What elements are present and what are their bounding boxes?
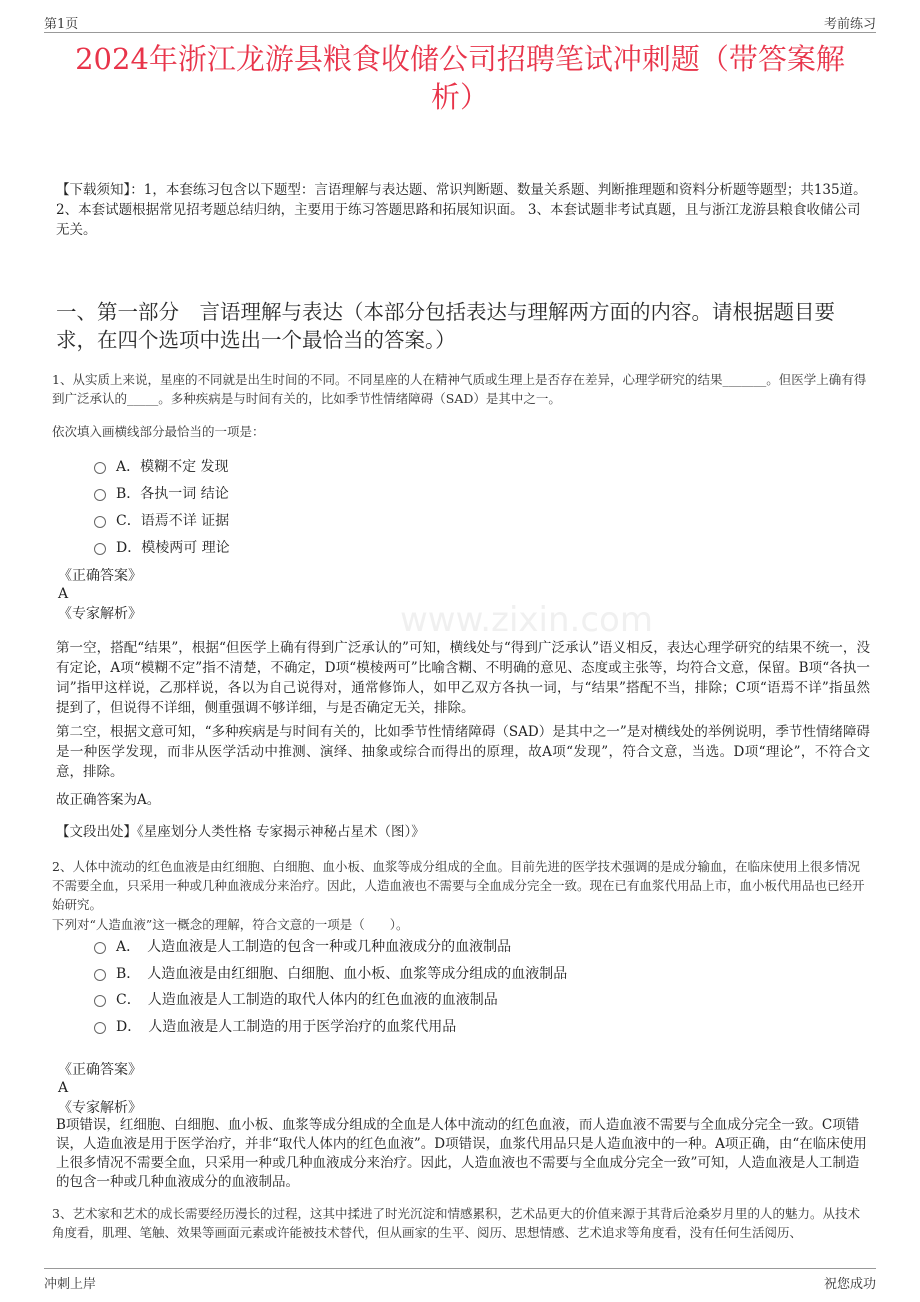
- radio-icon[interactable]: [94, 969, 106, 981]
- question-2-stem: 2、人体中流动的红色血液是由红细胞、白细胞、血小板、血浆等成分组成的全血。目前先进的医学技术强调的是成分输血，在临床使用上很多情况不需要全血，只采用一种或几种血液成分来治疗。因此，人造血液也不需要与全血成分完全一致。现在已有血浆代用品上市，血小板代用品也已经开始研究。: [52, 859, 865, 912]
- radio-icon[interactable]: [94, 462, 106, 474]
- radio-icon[interactable]: [94, 543, 106, 555]
- question-1-prompt: 依次填入画横线部分最恰当的一项是：: [52, 424, 265, 439]
- section-heading: 一、第一部分 言语理解与表达（本部分包括表达与理解两方面的内容。请根据题目要求，在四个选项中选出一个最恰当的答案。）: [56, 300, 835, 352]
- answer-value: A: [58, 1080, 69, 1096]
- document-title: 2024年浙江龙游县粮食收储公司招聘笔试冲刺题（带答案解析）: [75, 42, 845, 114]
- answer-value: A: [58, 586, 69, 602]
- analysis-conclusion: 故正确答案为A。: [56, 792, 161, 808]
- answer-label: 《正确答案》: [58, 1062, 142, 1078]
- page-footer: [44, 1268, 876, 1293]
- answer-label: 《正确答案》: [58, 568, 142, 584]
- option-b[interactable]: B．各执一词 结论: [94, 479, 230, 506]
- page-number: 第1页: [44, 17, 79, 32]
- option-d[interactable]: D．模棱两可 理论: [94, 533, 230, 560]
- page-header: [44, 10, 876, 33]
- question-2-options: [94, 933, 567, 1039]
- header-tag: 考前练习: [823, 17, 876, 32]
- option-a[interactable]: A． 人造血液是人工制造的包含一种或几种血液成分的血液制品: [94, 933, 567, 960]
- radio-icon[interactable]: [94, 995, 106, 1007]
- question-2-prompt: 下列对“人造血液”这一概念的理解，符合文意的一项是（ ）。: [52, 917, 409, 932]
- question-3-stem: 3、艺术家和艺术的成长需要经历漫长的过程，这其中揉进了时光沉淀和情感累积，艺术品更大的价值来源于其背后沧桑岁月里的人的魅力。从技术角度看，肌理、笔触、效果等画面元素或许能被技术替代，但从画家的生平、阅历、思想情感、艺术追求等角度看，没有任何生活阅历、: [52, 1206, 860, 1240]
- analysis-label: 《专家解析》: [58, 1100, 142, 1116]
- analysis-paragraph: B项错误，红细胞、白细胞、血小板、血浆等成分组成的全血是人体中流动的红色血液，而人造血液不需要与全血成分完全一致。C项错误，人造血液是用于医学治疗，并非“取代人体内的红色血液”。D项错误，血浆代用品只是人造血液中的一种。A项正确，由“在临床使用上很多情况不需要全血，只采用一种或几种血液成分来治疗。因此，人造血液也不需要与全血成分完全一致”可知，人造血液是人工制造的包含一种或几种血液成分的血液制品。: [56, 1117, 867, 1190]
- footer-left: 冲刺上岸: [44, 1277, 97, 1292]
- question-1-stem: 1、从实质上来说，星座的不同就是出生时间的不同。不同星座的人在精神气质或生理上是否存在差异，心理学研究的结果_______。但医学上确有得到广泛承认的_____。多种疾病是与时间有关的，比如季节性情绪障碍（SAD）是其中之一。: [52, 372, 867, 406]
- analysis-paragraph-1: 第一空，搭配“结果”，根据“但医学上确有得到广泛承认的”可知，横线处与“得到广泛承认”语义相反，表达心理学研究的结果不统一，没有定论，A项“模糊不定”指不清楚，不确定，D项“模棱两可”比喻含糊、不明确的意见、态度或主张等，均符合文意，保留。B项“各执一词”指甲这样说，乙那样说，各以为自己说得对，通常修饰人，如甲乙双方各执一词，与“结果”搭配不当，排除；C项“语焉不详”指虽然提到了，但说得不详细，侧重强调不够详细，与是否确定无关，排除。: [56, 640, 870, 716]
- radio-icon[interactable]: [94, 942, 106, 954]
- analysis-paragraph-2: 第二空，根据文意可知，“多种疾病是与时间有关的，比如季节性情绪障碍（SAD）是其中之一”是对横线处的举例说明，季节性情绪障碍是一种医学发现，而非从医学活动中推测、演绎、抽象或综合而得出的原理，故A项“发现”，符合文意，当选。D项“理论”，不符合文意，排除。: [56, 724, 870, 780]
- option-c[interactable]: C．语焉不详 证据: [94, 506, 230, 533]
- option-d[interactable]: D． 人造血液是人工制造的用于医学治疗的血浆代用品: [94, 1013, 567, 1040]
- radio-icon[interactable]: [94, 516, 106, 528]
- radio-icon[interactable]: [94, 1022, 106, 1034]
- footer-right: 祝您成功: [823, 1277, 876, 1292]
- question-1-options: [94, 452, 230, 560]
- watermark: www.zixin.com: [400, 600, 653, 640]
- download-notice: 【下载须知】：1，本套练习包含以下题型：言语理解与表达题、常识判断题、数量关系题、判断推理题和资料分析题等题型；共135道。 2、本套试题根据常见招考题总结归纳，主要用于练习答题思路和拓展知识面。 3、本套试题非考试真题，且与浙江龙游县粮食收储公司无关。: [56, 182, 867, 238]
- option-b[interactable]: B． 人造血液是由红细胞、白细胞、血小板、血浆等成分组成的血液制品: [94, 960, 567, 987]
- analysis-label: 《专家解析》: [58, 606, 142, 622]
- option-a[interactable]: A．模糊不定 发现: [94, 452, 230, 479]
- option-c[interactable]: C． 人造血液是人工制造的取代人体内的红色血液的血液制品: [94, 986, 567, 1013]
- source-citation: 【文段出处】《星座划分人类性格 专家揭示神秘占星术（图）》: [56, 824, 425, 840]
- radio-icon[interactable]: [94, 489, 106, 501]
